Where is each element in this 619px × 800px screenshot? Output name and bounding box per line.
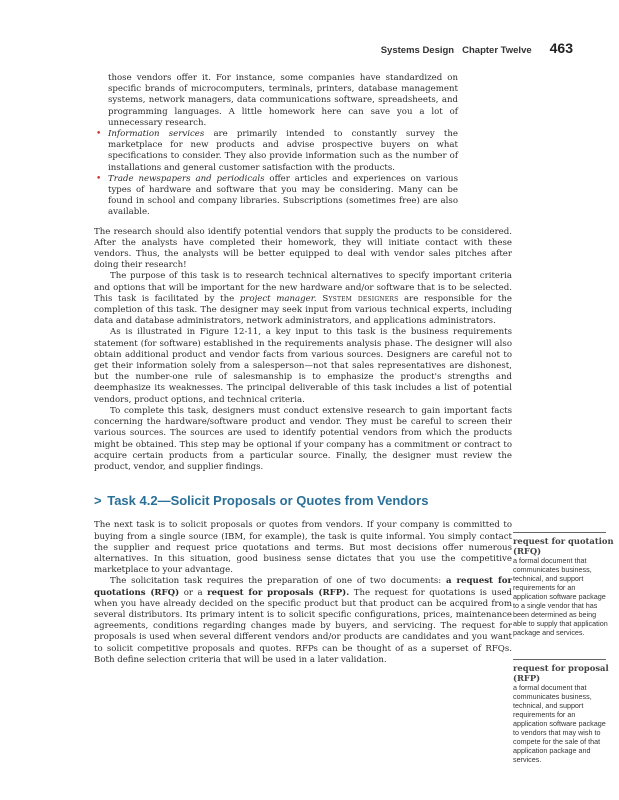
paragraph-solicit: The next task is to solicit proposals or quotes from vendors. If your company is committed to buying from a single source (IBM, for example), the task is quite informal. You simply contact the supplier and request price quotations and terms. But most decisions offer numerous alternatives. In this situation, good business sense dictates that you use the competitive marketplace to your advantage. bbox=[94, 520, 512, 576]
page-header bbox=[381, 40, 573, 60]
page-number: 463 bbox=[549, 40, 573, 56]
paragraph-vendors: The research should also identify potential vendors that supply the products to be considered. After the analysts have completed their homework, they will initiate contact with these vendors. Thus, the analysts will be better equipped to deal with vendor sales pitches after doing their research! bbox=[94, 226, 512, 271]
margin-term: request for proposal (RFP) bbox=[513, 663, 609, 683]
running-head-chapter: Chapter Twelve bbox=[462, 45, 532, 56]
bullet-trade-newspapers bbox=[94, 174, 458, 219]
paragraph-purpose: The purpose of this task is to research technical alternatives to specify important criteria and options that will be important for the new hardware and/or software that is to be selected. This task is facilitated by the project manager. System designers are responsible for the completion of this task. The designer may seek input from various technical experts, including data and database administrators, network administrators, and applications administrators. bbox=[94, 271, 512, 327]
intro-continuation-block bbox=[108, 73, 458, 129]
main-column bbox=[94, 73, 512, 666]
margin-definition-rfp bbox=[513, 659, 619, 764]
task-heading-text: Task 4.2—Solicit Proposals or Quotes from Vendors bbox=[107, 493, 429, 509]
task-heading bbox=[94, 493, 512, 509]
rfp-term: request for proposals (RFP). bbox=[207, 587, 350, 598]
system-designers-term: System designers bbox=[316, 293, 399, 304]
margin-rule bbox=[513, 659, 606, 660]
paragraph-rfq-rfp: The solicitation task requires the preparation of one of two documents: a request for quotations (RFQ) or a request for proposals (RFP). The request for quotations is used when you have already decided on the specific product but that product can be acquired from several distributors. Its primary intent is to solicit specific configurations, prices, maintenance agreements, conditions regarding changes made by buyers, and servicing. The request for proposals is used when several different vendors and/or products are candidates and you want to solicit competitive proposals and quotes. RFPs can be thought of as a superset of RFQs. Both define selection criteria that will be used in a later validation. bbox=[94, 576, 512, 665]
running-head-section: Systems Design bbox=[380, 45, 455, 56]
margin-rule bbox=[513, 532, 606, 533]
project-manager-term: project manager. bbox=[239, 293, 317, 304]
paragraph-key-input: As is illustrated in Figure 12-11, a key input to this task is the business requirements statement (for software) established in the requirements analysis phase. The designer will also obtain additional product and vendor facts from various sources. Designers are careful not to get their information solely from a salesperson—not that sales representatives are dishonest, but the number-one rule of salesmanship is to emphasize the product's strengths and deemphasize its weaknesses. The principal deliverable of this task includes a list of potential vendors, product options, and technical criteria. bbox=[94, 327, 512, 405]
margin-definition-rfq bbox=[513, 532, 619, 637]
bullet-information-services bbox=[94, 129, 458, 174]
bullet-term: Information services bbox=[108, 129, 205, 140]
intro-continuation: those vendors offer it. For instance, some companies have standardized on specific brands of microcomputers, terminals, printers, database management systems, network managers, data communications software, spreadsheets, and programming languages. A little homework here can save you a lot of unnecessary research. bbox=[108, 73, 458, 128]
bullet-text: offer articles and experiences on various types of hardware and software that you may be considering. Many can be found in school and company libraries. Subscriptions (sometimes free) are also available. bbox=[108, 173, 459, 218]
rfq-term: a request for quotations (RFQ) bbox=[94, 576, 512, 598]
paragraph-research: To complete this task, designers must conduct extensive research to gain important facts concerning the hardware/software product and vendor. They must be careful to screen their various sources. The sources are used to identify potential vendors from which the products might be obtained. This step may be optional if your company has a commitment or contract to acquire certain products from a particular source. Finally, the designer must review the product, vendor, and supplier findings. bbox=[94, 405, 512, 472]
margin-term: request for quotation (RFQ) bbox=[513, 536, 614, 556]
bullet-text: are primarily intended to constantly survey the marketplace for new products and advise prospective buyers on what specifications to consider. They also provide information such as the number of installations and general customer satisfaction with the products. bbox=[108, 129, 458, 173]
heading-arrow-icon: > bbox=[94, 493, 102, 509]
source-bullet-list bbox=[94, 129, 458, 219]
margin-definition-text: a formal document that communicates business, technical, and support requirements for an application software package to a single vendor that has been determined as being able to supply that application package and services. bbox=[513, 556, 608, 637]
bullet-term: Trade newspapers and periodicals bbox=[108, 173, 265, 184]
margin-definition-text: a formal document that communicates business, technical, and support requirements for an application software package to vendors that may wish to compete for the sale of that application package and services. bbox=[513, 683, 606, 764]
